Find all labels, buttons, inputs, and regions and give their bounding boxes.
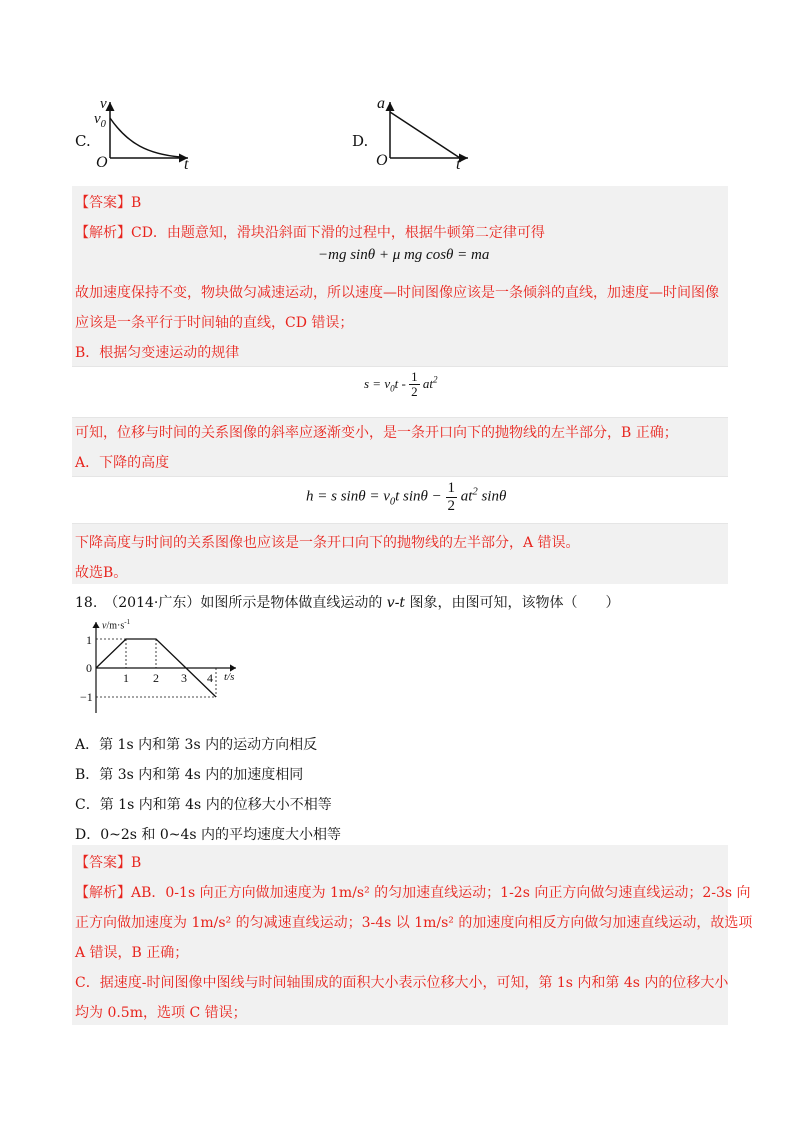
graph-c-v0-label: $v_0$ bbox=[94, 111, 106, 130]
q18-option-a: A．第 1s 内和第 3s 内的运动方向相反 bbox=[75, 737, 318, 753]
graph-c-y-label: v bbox=[100, 96, 107, 112]
option-d-label: D. bbox=[352, 132, 369, 150]
q18-x-tick-4: 4 bbox=[207, 671, 213, 685]
q18-option-b: B．第 3s 内和第 4s 内的加速度相同 bbox=[75, 767, 304, 783]
q18-answer: 【答案】B bbox=[75, 855, 142, 871]
q18-analysis-line-4: C．据速度-时间图像中图线与时间轴围成的面积大小表示位移大小，可知，第 1s 内和第 4s 内的位移大小 bbox=[75, 975, 729, 991]
q18-y-tick-1: 1 bbox=[86, 633, 92, 647]
q18-option-c: C．第 1s 内和第 4s 内的位移大小不相等 bbox=[75, 797, 332, 813]
q18-vt-graph bbox=[80, 618, 240, 718]
q17-equation-1: −mg sinθ + μ mg cosθ = ma bbox=[318, 247, 490, 263]
q17-b-intro: B．根据匀变速运动的规律 bbox=[75, 345, 240, 361]
q17-a-conclusion: 下降高度与时间的关系图像也应该是一条开口向下的抛物线的左半部分，A 错误。 bbox=[75, 535, 580, 551]
q18-stem: 18. （2014·广东）如图所示是物体做直线运动的 v-t 图象，由图可知，该物体（ ） bbox=[75, 595, 620, 611]
q17-analysis-intro: 【解析】CD．由题意知，滑块沿斜面下滑的过程中，根据牛顿第二定律可得 bbox=[75, 225, 545, 241]
option-c-label: C. bbox=[75, 132, 91, 150]
q18-x-tick-3: 3 bbox=[181, 671, 187, 685]
q18-analysis-line-3: A 错误，B 正确； bbox=[75, 945, 189, 961]
q18-y-tick-neg1: −1 bbox=[80, 690, 93, 704]
q17-a-intro: A．下降的高度 bbox=[75, 455, 170, 471]
q18-x-tick-1: 1 bbox=[123, 671, 129, 685]
q18-analysis-line-5: 均为 0.5m，选项 C 错误； bbox=[75, 1005, 247, 1021]
q17-answer: 【答案】B bbox=[75, 195, 142, 211]
q17-equation-2: $s = v_0t$ - $\frac{1}{2}$ $at^2$ bbox=[364, 369, 438, 400]
q18-analysis-band bbox=[72, 845, 728, 1025]
q17-line-2: 故加速度保持不变，物块做匀减速运动，所以速度—时间图像应该是一条倾斜的直线，加速度—时间图像 bbox=[75, 285, 719, 301]
graph-d-x-label: t bbox=[456, 156, 461, 173]
graph-c-x-label: t bbox=[184, 156, 189, 173]
graph-c-origin: O bbox=[96, 154, 108, 171]
graph-d-y-label: a bbox=[377, 95, 385, 112]
q17-line-3: 应该是一条平行于时间轴的直线，CD 错误； bbox=[75, 315, 354, 331]
q18-option-d: D．0~2s 和 0~4s 内的平均速度大小相等 bbox=[75, 827, 342, 843]
q18-x-tick-2: 2 bbox=[153, 671, 159, 685]
q17-equation-3: h = s $\sin\theta = v_0t$ sinθ − $\frac{1}{2}$ $at^2$ sinθ bbox=[306, 480, 507, 514]
q18-y-tick-0: 0 bbox=[86, 661, 92, 675]
q18-x-axis-label: t/s bbox=[224, 671, 235, 683]
q17-b-conclusion: 可知，位移与时间的关系图像的斜率应逐渐变小，是一条开口向下的抛物线的左半部分，B 正确； bbox=[75, 425, 678, 441]
q17-final: 故选B。 bbox=[75, 565, 128, 581]
q18-analysis-line-1: 【解析】AB．0-1s 向正方向做加速度为 1m/s² 的匀加速直线运动；1-2s 向正方向做匀速直线运动；2-3s 向 bbox=[75, 885, 751, 901]
q18-analysis-line-2: 正方向做加速度为 1m/s² 的匀减速直线运动；3-4s 以 1m/s² 的加速度向相反方向做匀加速直线运动，故选项 bbox=[75, 915, 753, 931]
graph-d-origin: O bbox=[376, 152, 388, 169]
q18-y-axis-label: $v/m\cdot s^{-1}$ bbox=[102, 618, 131, 632]
